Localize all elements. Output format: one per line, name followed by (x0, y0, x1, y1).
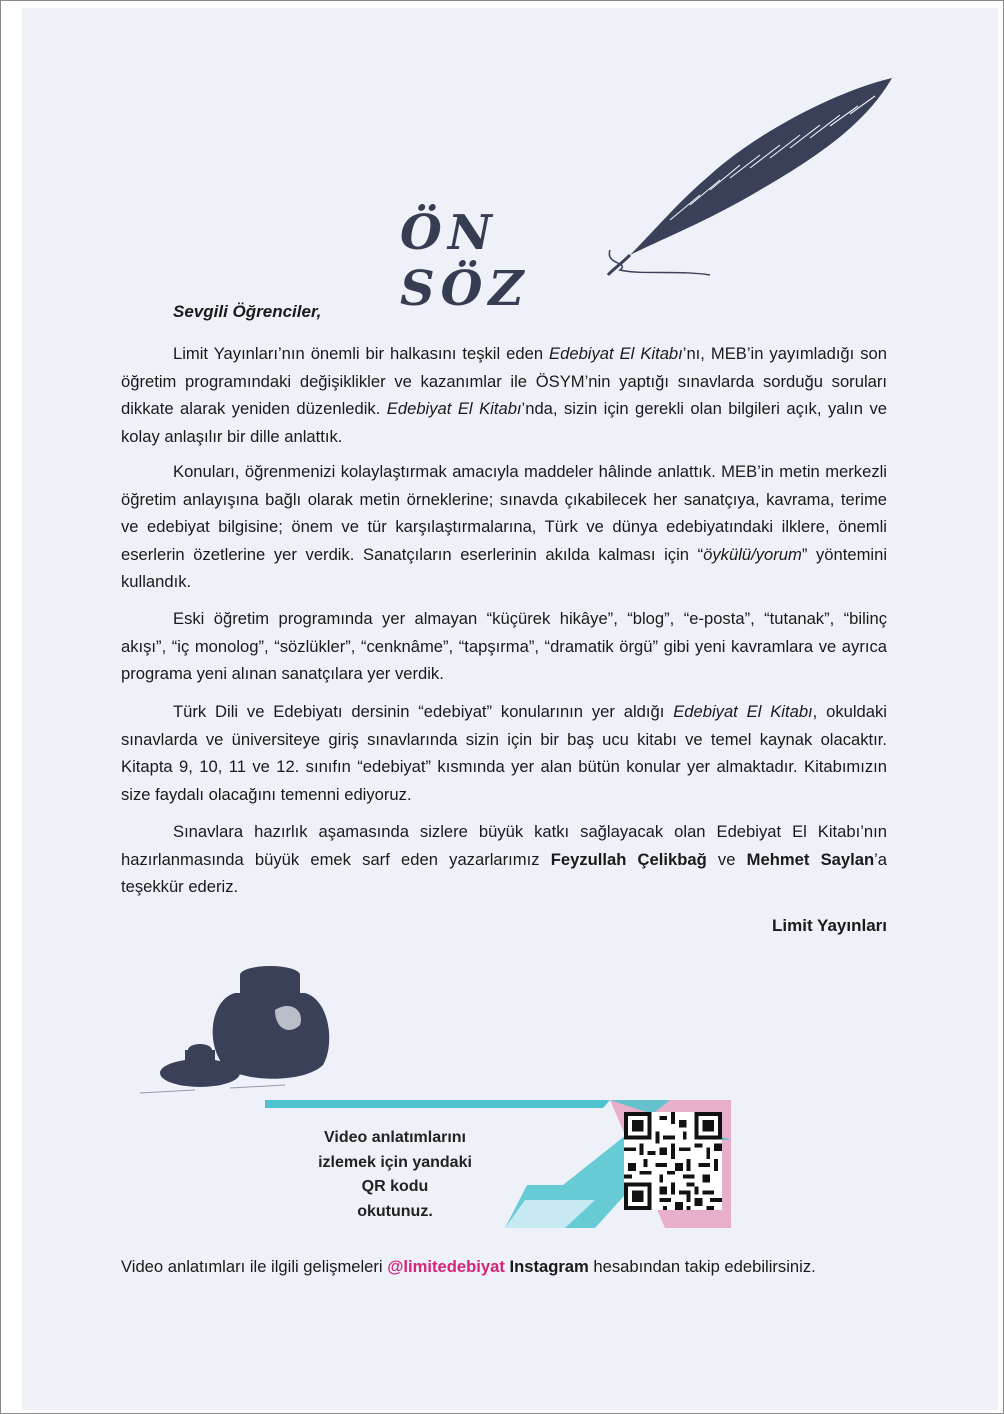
paragraph-5: Sınavlara hazırlık aşamasında sizlere büyük katkı sağlayacak olan Edebiyat El Kitabı’nın hazırlanmasında büyük emek sarf eden yazarlarımız Feyzullah Çelikbağ ve Mehmet Saylan’a teşekkür ederiz. (121, 822, 887, 897)
paragraph-3: Eski öğretim programında yer almayan “küçürek hikâye”, “blog”, “e-posta”, “tutanak”, “bilinç akışı”, “iç monolog”, “sözlükler”, “cenknâme”, “tapşırma”, “dramatik örgü” gibi yeni kavramlara ve ayrıca programa yeni alınan sanatçılara yer verdik. (121, 609, 887, 684)
signature: Limit Yayınları (772, 916, 887, 935)
paragraph-1: Limit Yayınları’nın önemli bir halkasını teşkil eden Edebiyat El Kitabı’nı, MEB’in yayımladığı son öğretim programındaki değişiklikler ve kazanımlar ile ÖSYM’nin yaptığı sınavlarda sorduğu soruları dikkate alarak yeniden düzenledik. Edebiyat El Kitabı’nda, sizin için gerekli olan bilgileri açık, yalın ve kolay anlaşılır bir dille anlattık. (121, 344, 888, 446)
paragraph-2: Konuları, öğrenmenizi kolaylaştırmak amacıyla maddeler hâlinde anlattık. MEB’in metin merkezli öğretim anlayışına bağlı olarak metin örneklerine; sınavda çıkabilecek her sanatçıya, kavrama, terime ve edebiyat bilgisine; önem ve tür karşılaştırmalarına, Türk ve dünya edebiyatındaki ilklere, önemli eserlerin özetlerine yer verdik. Sanatçıların eserlerinin akılda kalması için “öykülü/yorum” yöntemini kullandık. (121, 462, 887, 592)
page-title: ÖN SÖZ (400, 205, 530, 317)
instagram-handle-link[interactable]: @limitedebiyat (387, 1257, 505, 1276)
salutation: Sevgili Öğrenciler, (173, 302, 322, 321)
inkwell-icon (135, 955, 335, 1100)
qr-code-icon[interactable] (624, 1112, 722, 1210)
footer-note: Video anlatımları ile ilgili gelişmeleri @limitedebiyat Instagram hesabından takip edebilirsiniz. (121, 1257, 816, 1276)
paragraph-4: Türk Dili ve Edebiyatı dersinin “edebiyat” konularının yer aldığı Edebiyat El Kitabı, okuldaki sınavlarda ve üniversiteye giriş sınavlarında sizin için bir baş ucu kitabı ve temel kaynak olacaktır. Kitapta 9, 10, 11 ve 12. sınıfın “edebiyat” kısmında yer alan bütün konular yer almaktadır. Kitabımızın size faydalı olacağını temenni ediyoruz. (121, 702, 887, 804)
qr-instructions: Video anlatımlarını izlemek için yandaki QR kodu okutunuz. (318, 1129, 472, 1220)
feather-quill-icon (600, 70, 900, 285)
